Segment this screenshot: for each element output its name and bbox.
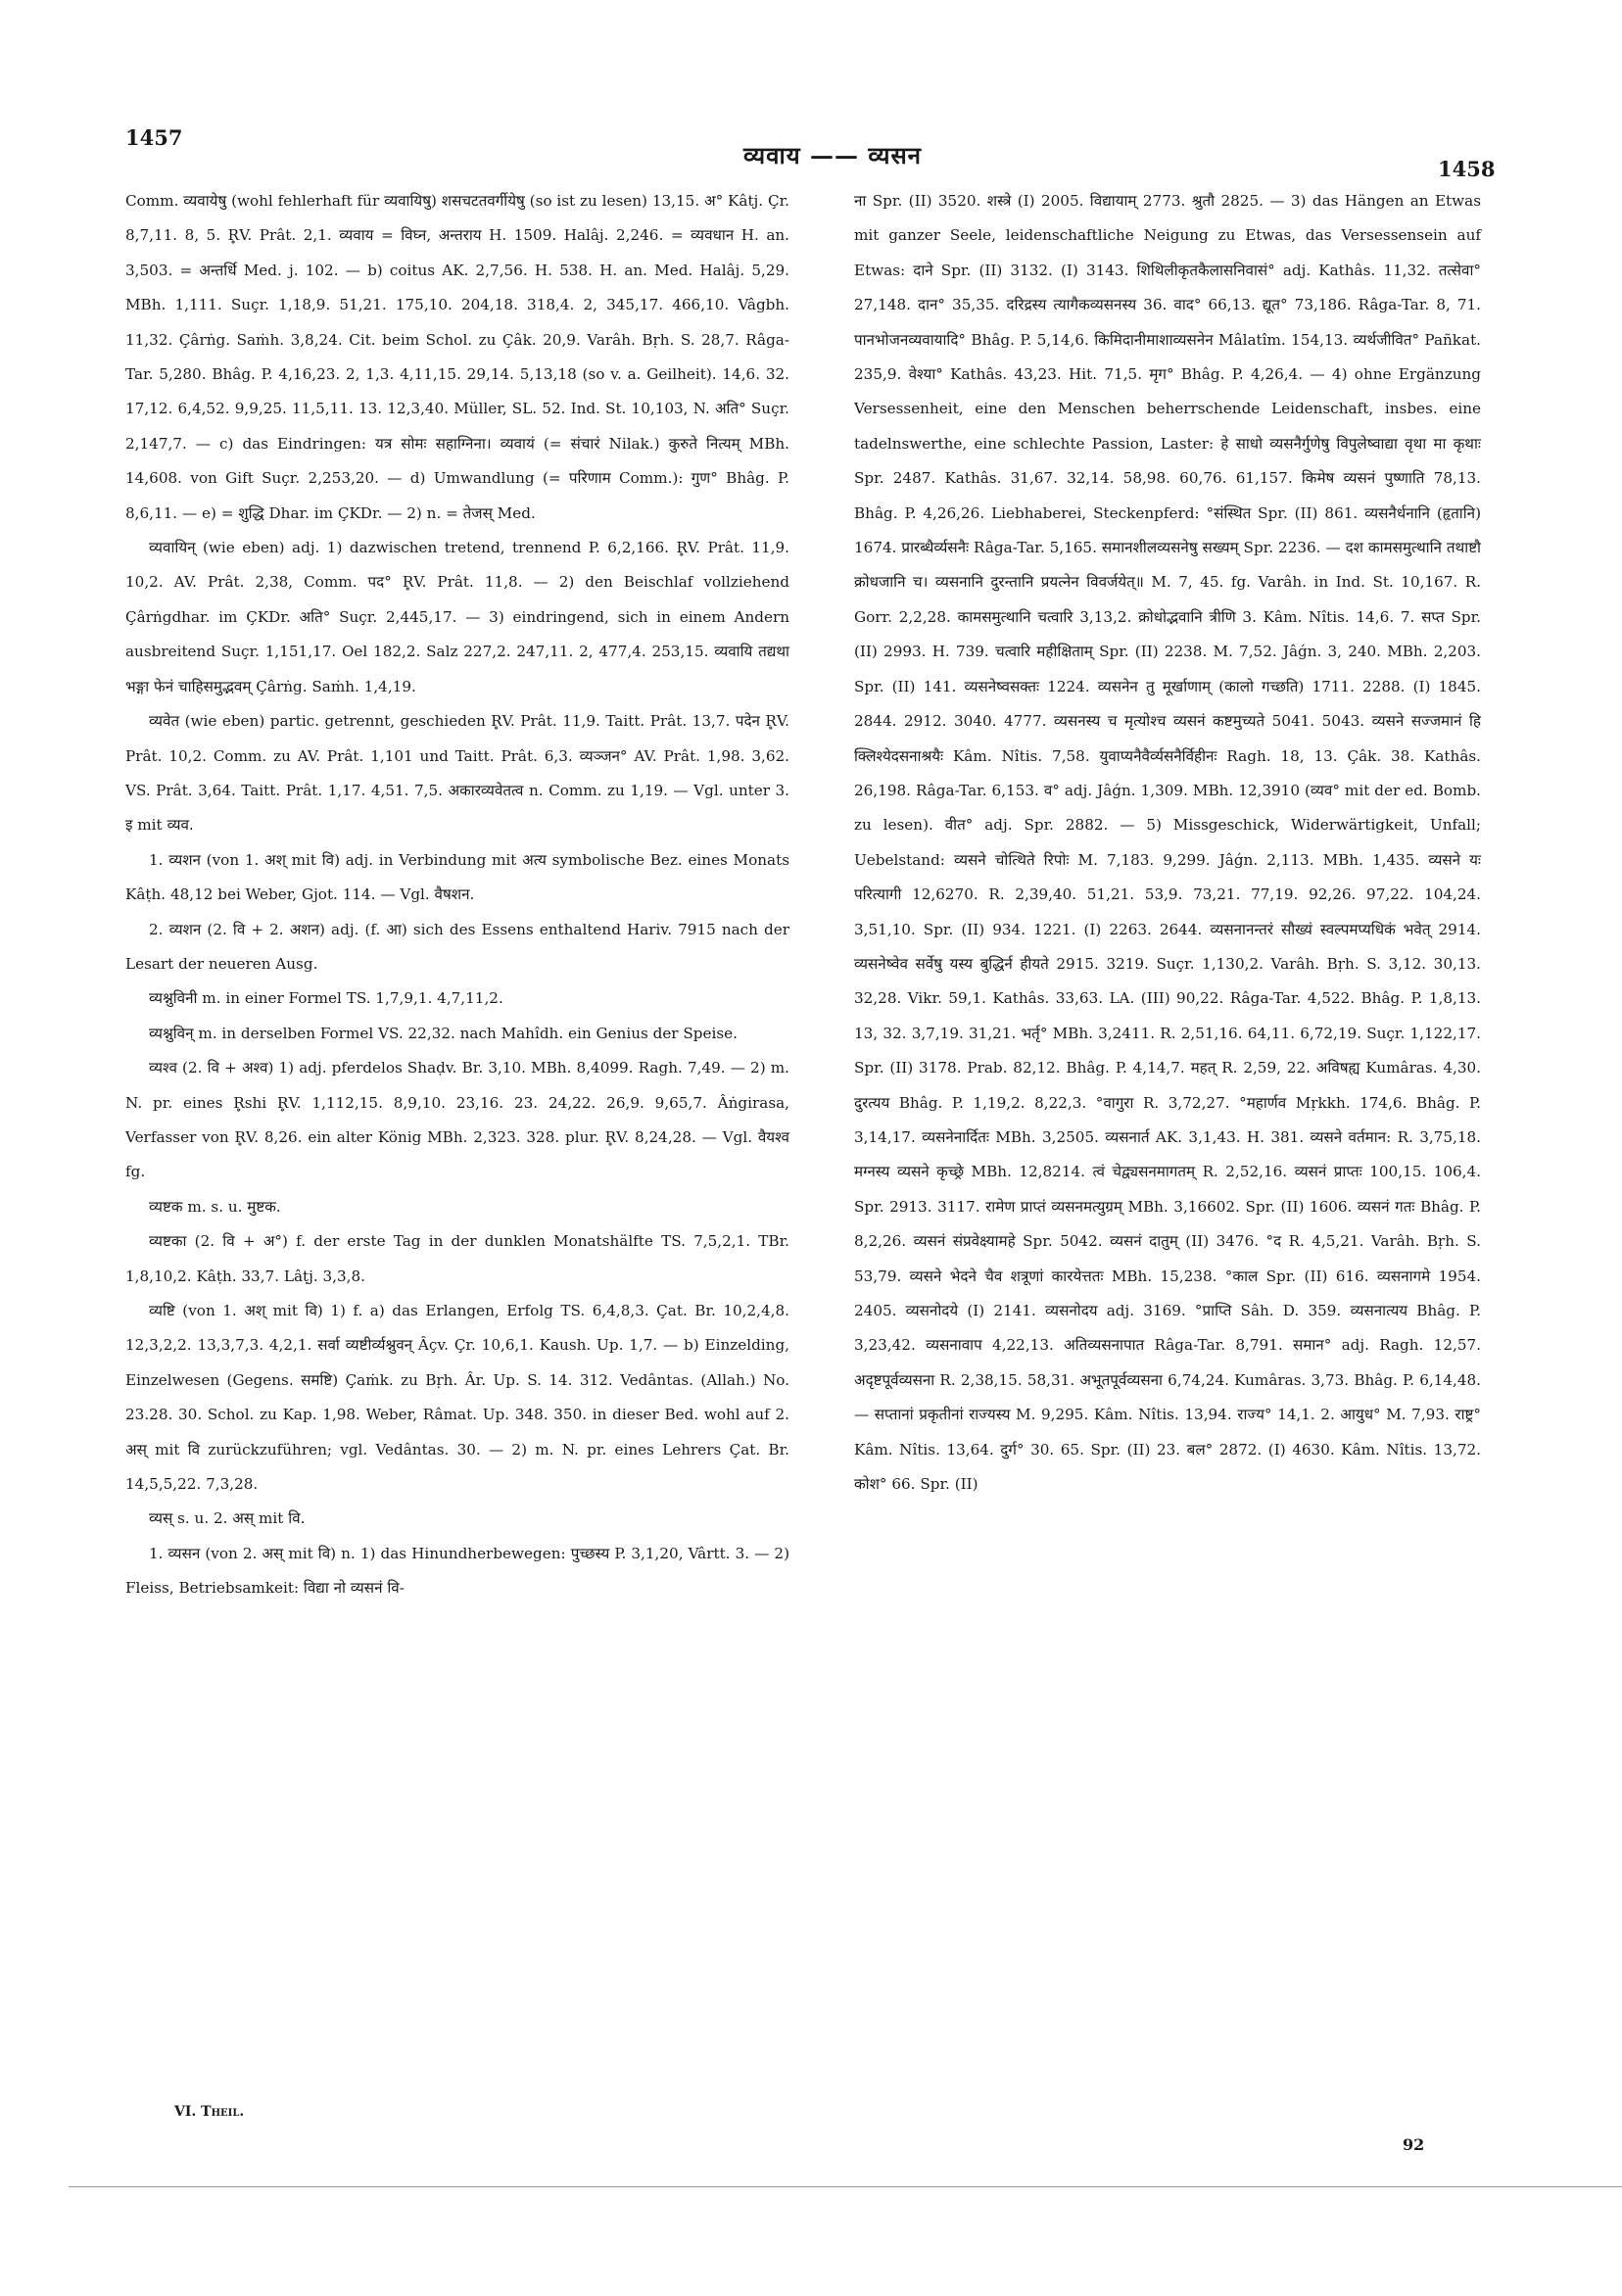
entry-paragraph: व्यश्नुविनी m. in einer Formel TS. 1,7,9,1. 4,7,11,2. (149, 989, 503, 1008)
right-column (854, 184, 1481, 1502)
volume-footer: VI. Theil. (174, 2104, 245, 2120)
entry-paragraph: व्यष्टि (von 1. अश् mit वि) 1) f. a) das Erlangen, Erfolg TS. 6,4,8,3. Çat. Br. 10,2,4,8. 12,3,2,2. 13,3,7,3. 4,2,1. सर्वा व्यष्टीर्व्यश्नुवन् Âçv. Çr. 10,6,1. Kaush. Up. 1,7. — b) Einzelding, Einzelwesen (Gegens. समष्टि) Çaṁk. zu Bṛh. Âr. Up. S. 14. 312. Vedântas. (Allah.) No. 23.28. 30. Schol. zu Kap. 1,98. Weber, Râmat. Up. 348. 350. in dieser Bed. wohl auf 2. अस् mit वि zurückzuführen; vgl. Vedântas. 30. — 2) m. N. pr. eines Lehrers Çat. Br. 14,5,5,22. 7,3,28. (125, 1302, 789, 1494)
entry-paragraph: 1. व्यशन (von 1. अश् mit वि) adj. in Verbindung mit अत्य symbolische Bez. eines Monats Kâṭh. 48,12 bei Weber, Gjot. 114. — Vgl. वैषशन. (125, 850, 789, 904)
page-number-left: 1457 (125, 125, 183, 150)
sheet-number: 92 (1403, 2135, 1425, 2154)
entry-paragraph: व्यस् s. u. 2. अस् mit वि. (149, 1509, 306, 1528)
entry-paragraph: व्यवेत (wie eben) partic. getrennt, geschieden R̥V. Prât. 11,9. Taitt. Prât. 13,7. पदेन R̥V. Prât. 10,2. Comm. zu AV. Prât. 1,101 und Taitt. Prât. 6,3. व्यञ्जन° AV. Prât. 1,98. 3,62. VS. Prât. 3,64. Taitt. Prât. 1,17. 4,51. 7,5. अकारव्यवेतत्व n. Comm. zu 1,19. — Vgl. unter 3. इ mit व्यव. (125, 712, 789, 835)
page-number-right: 1458 (1438, 157, 1496, 181)
entry-paragraph: 2. व्यशन (2. वि + 2. अशन) adj. (f. आ) sich des Essens enthaltend Hariv. 7915 nach der Lesart der neueren Ausg. (125, 920, 789, 973)
entry-paragraph: Comm. व्यवायेषु (wohl fehlerhaft für व्यवायिषु) शसचटतवर्गीयेषु (so ist zu lesen) 13,15. अ° Kâtj. Çr. 8,7,11. 8, 5. R̥V. Prât. 2,1. व्यवाय = विघ्न, अन्तराय H. 1509. Halâj. 2,246. = व्यवधान H. an. 3,503. = अन्तर्धि Med. j. 102. — b) coitus AK. 2,7,56. H. 538. H. an. Med. Halâj. 5,29. MBh. 1,111. Suçr. 1,18,9. 51,21. 175,10. 204,18. 318,4. 2, 345,17. 466,10. Vâgbh. 11,32. Çârṅg. Saṁh. 3,8,24. Cit. beim Schol. zu Çâk. 20,9. Varâh. Bṛh. S. 28,7. Râga-Tar. 5,280. Bhâg. P. 4,16,23. 2, 1,3. 4,11,15. 29,14. 5,13,18 (so v. a. Geilheit). 14,6. 32. 17,12. 6,4,52. 9,9,25. 11,5,11. 13. 12,3,40. Müller, SL. 52. Ind. St. 10,103, N. अति° Suçr. 2,147,7. — c) das Eindringen: यत्र सोमः सहाग्निना। व्यवायं (= संचारं Nilak.) कुरुते नित्यम् MBh. 14,608. von Gift Suçr. 2,253,20. — d) Umwandlung (= परिणाम Comm.): गुण° Bhâg. P. 8,6,11. — e) = शुद्धि Dhar. im ÇKDr. — 2) n. = तेजस् Med. (125, 192, 789, 522)
entry-paragraph: व्यश्नुविन् m. in derselben Formel VS. 22,32. nach Mahîdh. ein Genius der Speise. (149, 1024, 738, 1042)
entry-paragraph: व्यष्टका (2. वि + अ°) f. der erste Tag in der dunklen Monatshälfte TS. 7,5,2,1. TBr. 1,8,10,2. Kâṭh. 33,7. Lâṭj. 3,3,8. (125, 1232, 789, 1285)
entry-paragraph: ना Spr. (II) 3520. शस्त्रे (I) 2005. विद्यायाम् 2773. श्रुतौ 2825. — 3) das Hängen an Etwas mit ganzer Seele, leidenschaftliche Neigung zu Etwas, das Versessensein auf Etwas: दाने Spr. (II) 3132. (I) 3143. शिथिलीकृतकैलासनिवासं° adj. Kathâs. 11,32. तत्सेवा° 27,148. दान° 35,35. दरिद्रस्य त्यागैकव्यसनस्य 36. वाद° 66,13. द्यूत° 73,186. Râga-Tar. 8, 71. पानभोजनव्यवायादि° Bhâg. P. 5,14,6. किमिदानीमाशाव्यसनेन Mâlatîm. 154,13. व्यर्थजीवित° Pañkat. 235,9. वेश्या° Kathâs. 43,23. Hit. 71,5. मृग° Bhâg. P. 4,26,4. — 4) ohne Ergänzung Versessenheit, eine den Menschen beherrschende Leidenschaft, insbes. eine tadelnswerthe, eine schlechte Passion, Laster: हे साधो व्यसनैर्गुणेषु विपुलेष्वाद्या वृथा मा कृथाः Spr. 2487. Kathâs. 31,67. 32,14. 58,98. 60,76. 61,157. किमेष व्यसनं पुष्णाति 78,13. Bhâg. P. 4,26,26. Liebhaberei, Steckenpferd: °संस्थित Spr. (II) 861. व्यसनैर्धनानि (हृतानि) 1674. प्रारब्धैर्व्यसनैः Râga-Tar. 5,165. समानशीलव्यसनेषु सख्यम् Spr. 2236. — दश कामसमुत्थानि तथाष्टौ क्रोधजानि च। व्यसनानि दुरन्तानि प्रयत्नेन विवर्जयेत्॥ M. 7, 45. fg. Varâh. in Ind. St. 10,167. R. Gorr. 2,2,28. कामसमुत्थानि चत्वारि 3,13,2. क्रोधोद्भवानि त्रीणि 3. Kâm. Nîtis. 14,6. 7. सप्त Spr. (II) 2993. H. 739. चत्वारि महीक्षिताम् Spr. (II) 2238. M. 7,52. Jâǵn. 3, 240. MBh. 2,203. Spr. (II) 141. व्यसनेष्वसक्तः 1224. व्यसनेन तु मूर्खाणाम् (कालो गच्छति) 1711. 2288. (I) 1845. 2844. 2912. 3040. 4777. व्यसनस्य च मृत्योश्च व्यसनं कष्टमुच्यते 5041. 5043. व्यसने सज्जमानं हि क्लिश्येदसनाश्रयैः Kâm. Nîtis. 7,58. युवाप्यनैवैर्व्यसनैर्विहीनः Ragh. 18, 13. Çâk. 38. Kathâs. 26,198. Râga-Tar. 6,153. व° adj. Jâǵn. 1,309. MBh. 12,3910 (व्यव° mit der ed. Bomb. zu lesen). वीत° adj. Spr. 2882. — 5) Missgeschick, Widerwärtigkeit, Unfall; Uebelstand: व्यसने चोत्थिते रिपोः M. 7,183. 9,299. Jâǵn. 2,113. MBh. 1,435. व्यसने यः परित्यागी 12,6270. R. 2,39,40. 51,21. 53,9. 73,21. 77,19. 92,26. 97,22. 104,24. 3,51,10. Spr. (II) 934. 1221. (I) 2263. 2644. व्यसनानन्तरं सौख्यं स्वल्पमप्यधिकं भवेत् 2914. व्यसनेष्वेव सर्वेषु यस्य बुद्धिर्न हीयते 2915. 3219. Suçr. 1,130,2. Varâh. Bṛh. S. 3,12. 30,13. 32,28. Vikr. 59,1. Kathâs. 33,63. LA. (III) 90,22. Râga-Tar. 4,522. Bhâg. P. 1,8,13. 13, 32. 3,7,19. 31,21. भर्तृ° MBh. 3,2411. R. 2,51,16. 64,11. 6,72,19. Suçr. 1,122,17. Spr. (II) 3178. Prab. 82,12. Bhâg. P. 4,14,7. महत् R. 2,59, 22. अविषह्य Kumâras. 4,30. दुरत्यय Bhâg. P. 1,19,2. 8,22,3. °वागुरा R. 3,72,27. °महार्णव Mṛkkh. 174,6. Bhâg. P. 3,14,17. व्यसनेनार्दितः MBh. 3,2505. व्यसनार्त AK. 3,1,43. H. 381. व्यसने वर्तमान: R. 3,75,18. मग्नस्य व्यसने कृच्छ्रे MBh. 12,8214. त्वं चेद्व्यसनमागतम् R. 2,52,16. व्यसनं प्राप्तः 100,15. 106,4. Spr. 2913. 3117. रामेण प्राप्तं व्यसनमत्युग्रम् MBh. 3,16602. Spr. (II) 1606. व्यसनं गतः Bhâg. P. 8,2,26. व्यसनं संप्रवेक्ष्यामहे Spr. 5042. व्यसनं दातुम् (II) 3476. °द R. 4,5,21. Varâh. Bṛh. S. 53,79. व्यसने भेदने चैव शत्रूणां कारयेत्ततः MBh. 15,238. °काल Spr. (II) 616. व्यसनागमे 1954. 2405. व्यसनोदये (I) 2141. व्यसनोदय adj. 3169. °प्राप्ति Sâh. D. 359. व्यसनात्यय Bhâg. P. 3,23,42. व्यसनावाप 4,22,13. अतिव्यसनापात Râga-Tar. 8,791. समान° adj. Ragh. 12,57. अदृष्टपूर्वव्यसना R. 2,38,15. 58,31. अभूतपूर्वव्यसना 6,74,24. Kumâras. 3,73. Bhâg. P. 6,14,48. — सप्तानां प्रकृतीनां राज्यस्य M. 9,295. Kâm. Nîtis. 13,94. राज्य° 14,1. 2. आयुध° M. 7,93. राष्ट्र° Kâm. Nîtis. 13,64. दुर्ग° 30. 65. Spr. (II) 23. बल° 2872. (I) 4630. Kâm. Nîtis. 13,72. कोश° 66. Spr. (II) (854, 192, 1481, 1494)
entry-paragraph: व्यष्टक m. s. u. मुष्टक. (149, 1197, 281, 1216)
entry-paragraph: 1. व्यसन (von 2. अस् mit वि) n. 1) das Hinundherbewegen: पुच्छस्य P. 3,1,20, Vârtt. 3. — 2) Fleiss, Betriebsamkeit: विद्या नो व्यसनं वि- (125, 1544, 789, 1598)
bottom-rule (69, 2186, 1622, 2187)
left-column (125, 184, 789, 1606)
entry-paragraph: व्यश्व (2. वि + अश्व) 1) adj. pferdelos Shaḍv. Br. 3,10. MBh. 8,4099. Ragh. 7,49. — 2) m. N. pr. eines R̥shi R̥V. 1,112,15. 8,9,10. 23,16. 23. 24,22. 26,9. 9,65,7. Âṅgirasa, Verfasser von R̥V. 8,26. ein alter König MBh. 2,323. 328. plur. R̥V. 8,24,28. — Vgl. वैयश्व fg. (125, 1059, 789, 1181)
entry-paragraph: व्यवायिन् (wie eben) adj. 1) dazwischen tretend, trennend P. 6,2,166. R̥V. Prât. 11,9. 10,2. AV. Prât. 2,38, Comm. पद° R̥V. Prât. 11,8. — 2) den Beischlaf vollziehend Çârṅgdhar. im ÇKDr. अति° Suçr. 2,445,17. — 3) eindringend, sich in einem Andern ausbreitend Suçr. 1,151,17. Oel 182,2. Salz 227,2. 247,11. 2, 477,4. 253,15. व्यवायि तद्यथा भङ्गा फेनं चाहिसमुद्भवम् Çârṅg. Saṁh. 1,4,19. (125, 539, 789, 695)
running-head: व्यवाय —— व्यसन (743, 141, 922, 169)
